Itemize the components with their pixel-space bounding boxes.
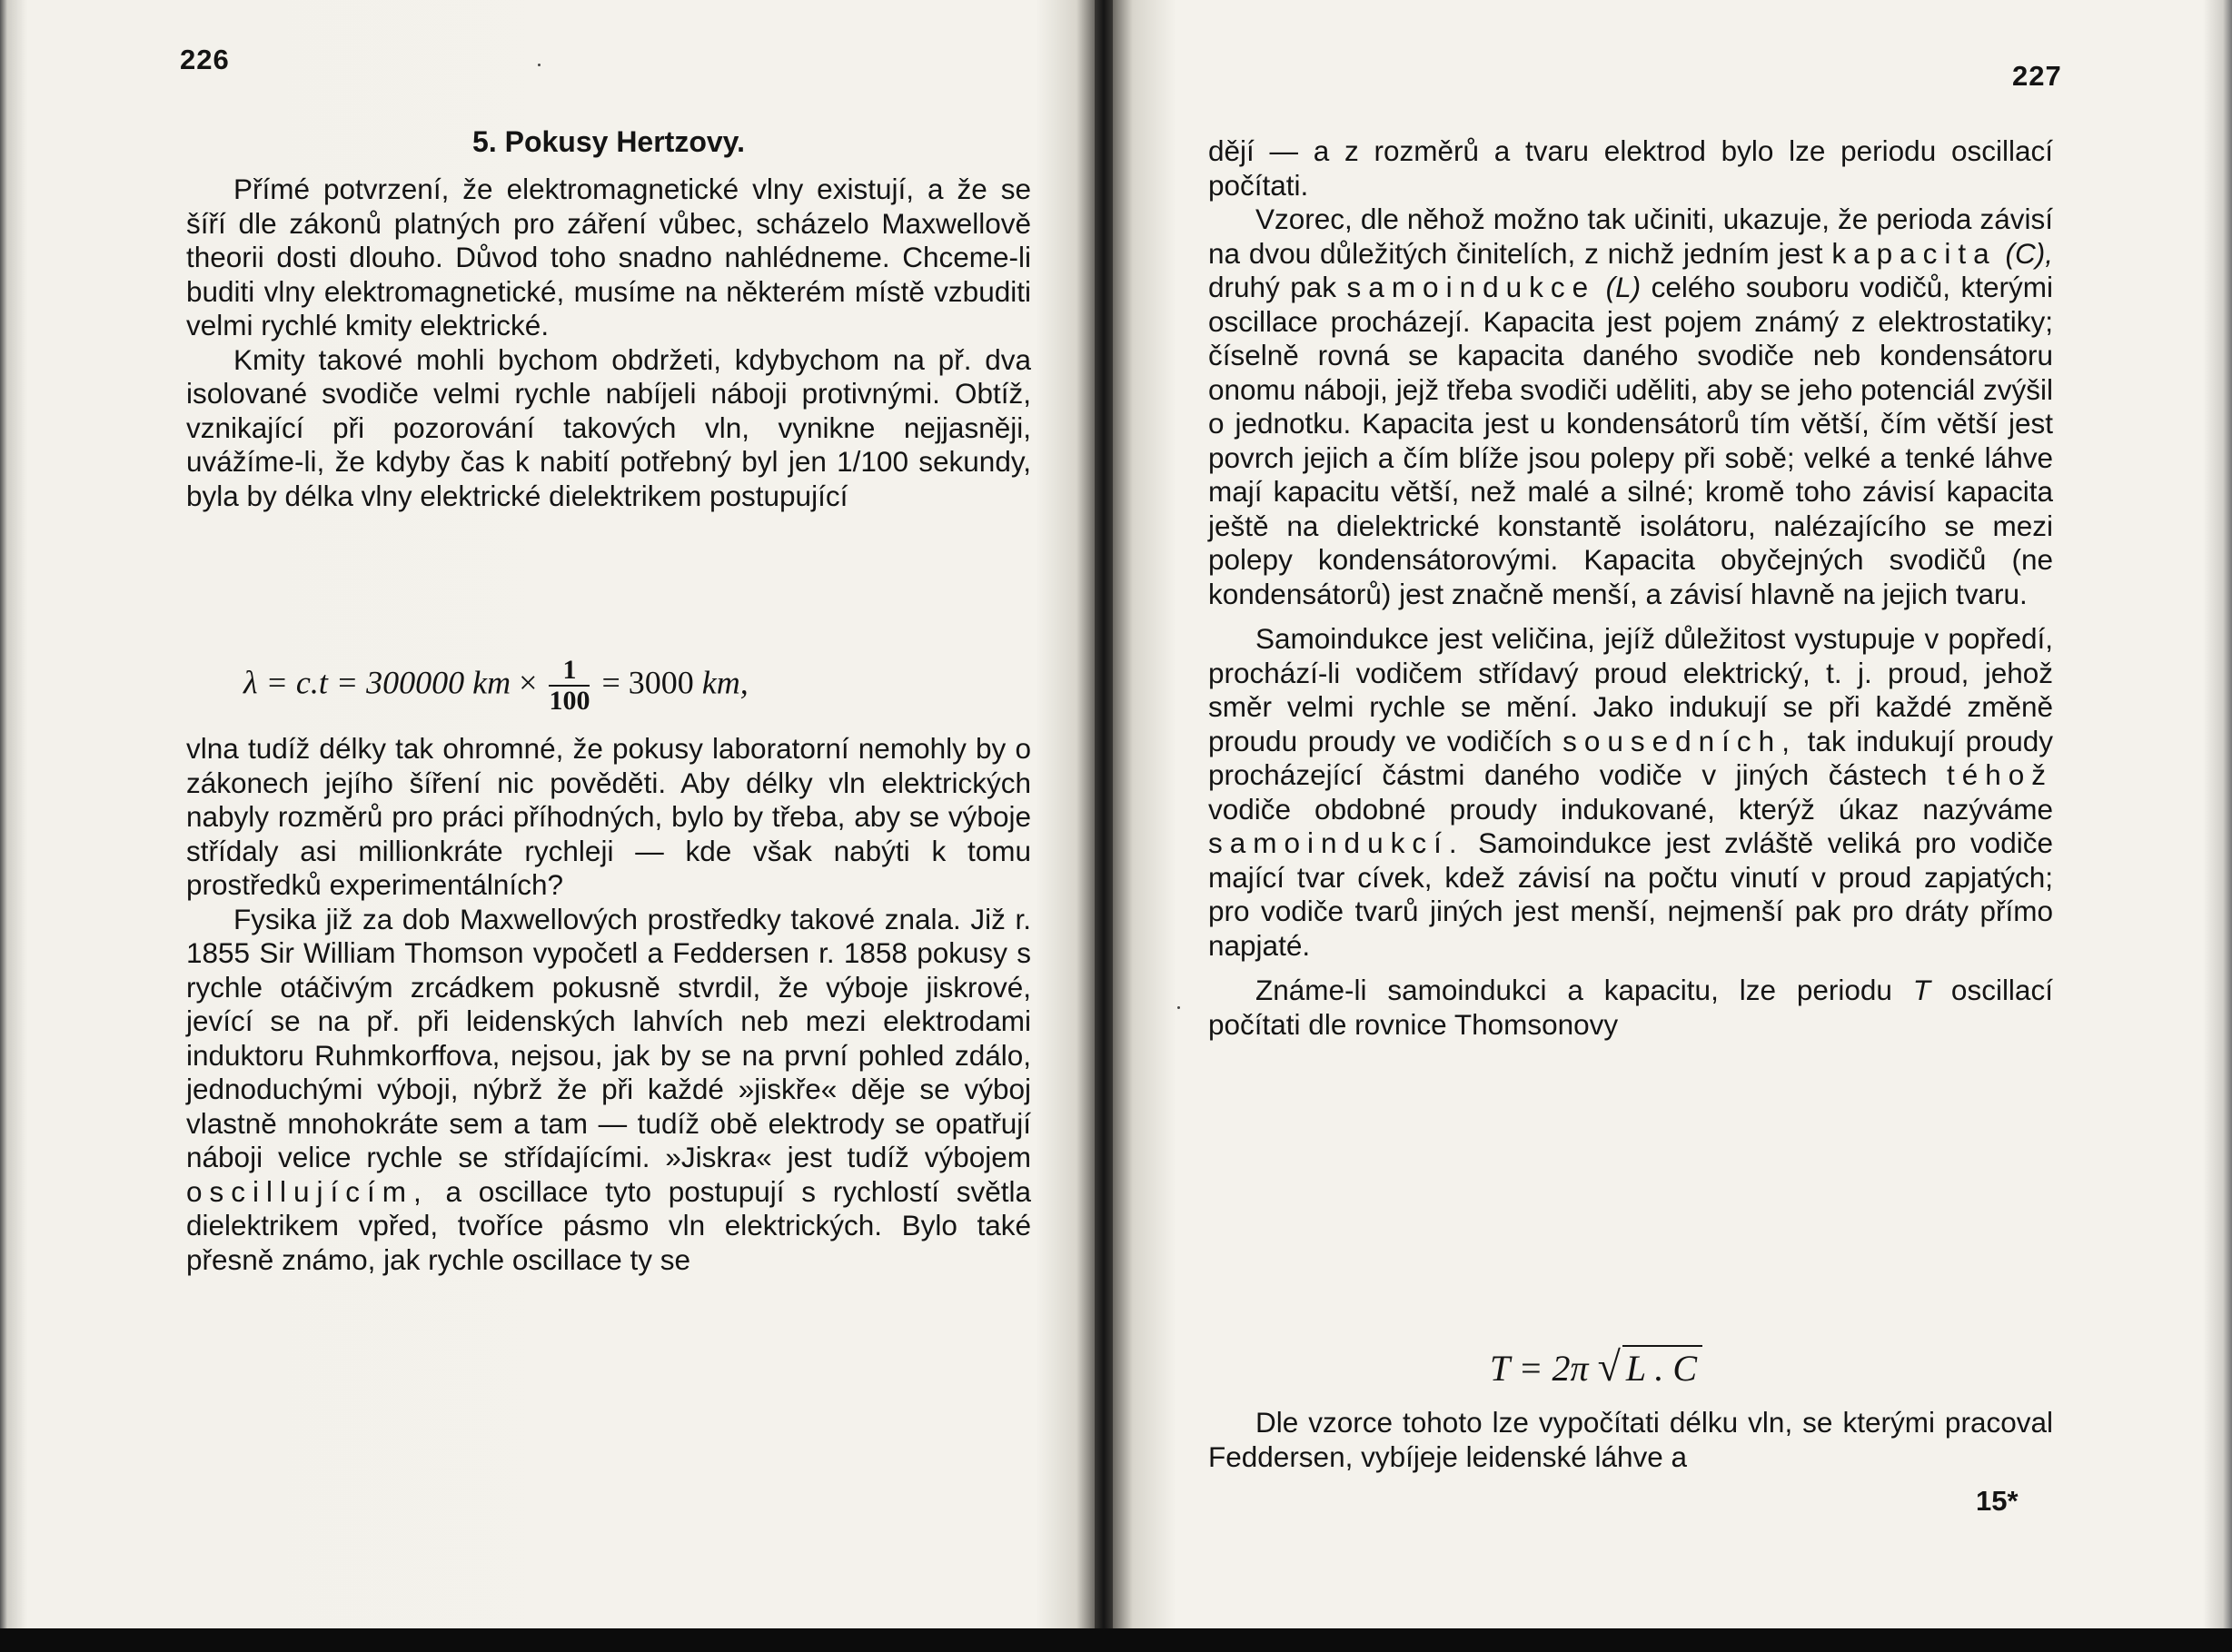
paragraph-samoindukce xyxy=(1208,622,2053,963)
scan-bottom-edge xyxy=(0,1628,2232,1652)
thomson-lhs: T = 2π xyxy=(1490,1348,1589,1389)
formula-times: × xyxy=(519,664,538,701)
zname-text-a: Známe-li samoindukci a kapacitu, lze periodu xyxy=(1255,974,1892,1006)
paragraph-kmity: Kmity takové mohli bychom obdržeti, kdybychom na př. dva isolované svodiče velmi rychle nabíjeli náboji protivnými. Obtíž, vznikající při pozorování takových vln, vynikne nejjasněji, uvážíme-li, že kdyby čas k nabití potřebný byl jen 1/100 sekundy, byla by délka vlny elektrické dielektrikem postupující xyxy=(186,342,1031,512)
left-page xyxy=(0,0,1095,1652)
spaced-samoindukce: samoindukce xyxy=(1346,271,1596,303)
paragraph-vzorec xyxy=(1208,203,2053,611)
signature-mark: 15* xyxy=(1976,1485,2019,1517)
samoindukce-text-b: tak indukují proudy procházející částmi daného vodiče v jiných částech xyxy=(1208,724,2053,791)
page-number-left: 226 xyxy=(180,44,230,75)
left-text-block-2 xyxy=(186,732,1031,1277)
fraction-numerator: 1 xyxy=(549,656,590,687)
spaced-samoindukci: samoindukcí. xyxy=(1208,826,1464,859)
zname-text-b: oscillací počítati dle rovnice Thomsonovy xyxy=(1208,974,2053,1041)
fysika-text-a: Fysika již za dob Maxwellových prostředky takové znala. Již r. 1855 Sir William Thomson vypočetl a Feddersen r. 1858 pokusy s rychle otáčivým zrcádkem pokusně stvrdil, že výboje jiskrové, jevící se na př. při leidenských lahvích neb mezi elektrodami induktoru Ruhmkorffova, nejsou, jak by se na první pohled zdálo, jednoduchými výboji, nýbrž že při každé »jiskře« děje se výboj vlastně mnohokráte sem a tam — tudíž obě elektrody se opatřují náboji velice rychle se střídajícími. »Jiskra« jest tudíž výbojem xyxy=(186,902,1031,1173)
section-heading: 5. Pokusy Hertzovy. xyxy=(472,125,745,158)
wavelength-formula xyxy=(243,656,749,716)
spaced-sousednich: sousedních, xyxy=(1562,724,1797,757)
formula-unit-km-2: km, xyxy=(701,664,749,701)
sqrt-radicand: L . C xyxy=(1622,1345,1702,1390)
symbol-t: T xyxy=(1912,974,1931,1006)
spaced-tehoz: téhož xyxy=(1946,758,2053,791)
vzorec-text-b: druhý pak xyxy=(1208,271,1337,303)
paragraph-dle-vzorce: Dle vzorce tohoto lze vypočítati délku vln, se kterými pracoval Feddersen, vybíjeje leidenské láhve a xyxy=(1208,1406,2053,1473)
right-text-block-1 xyxy=(1208,134,2053,1042)
symbol-c: (C), xyxy=(2005,236,2053,270)
formula-rhs: = 3000 xyxy=(601,664,694,701)
paragraph-zname-li xyxy=(1208,974,2053,1042)
thomson-formula xyxy=(1490,1342,1702,1390)
paragraph-fysika xyxy=(186,903,1031,1278)
fysika-text-b: a oscillace tyto postupují s rychlostí světla dielektrikem vpřed, tvoříce pásmo vln elektrických. Bylo také přesně známo, jak rychle oscillace ty se xyxy=(186,1174,1031,1276)
paragraph-deji: dějí — a z rozměrů a tvaru elektrod bylo lze periodu oscillací počítati. xyxy=(1208,134,2053,202)
right-text-block-2 xyxy=(1208,1406,2053,1474)
formula-fraction xyxy=(549,656,590,716)
fraction-denominator: 100 xyxy=(549,686,590,716)
dust-speck xyxy=(538,64,541,66)
samoindukce-text-a: Samoindukce jest veličina, jejíž důležitost vystupuje v popředí, prochází-li vodičem střídavý proud elektrický, t. j. proud, jehož směr velmi rychle se mění. Jako indukují se při každé změně proudu proudy ve vodičích xyxy=(1208,622,2053,757)
page-number-right: 227 xyxy=(2012,60,2062,92)
samoindukce-text-c: vodiče obdobné proudy indukované, kterýž úkaz nazýváme xyxy=(1208,792,2053,826)
formula-unit-km: km xyxy=(472,664,511,701)
sqrt-sign: √ xyxy=(1597,1343,1621,1390)
symbol-l: (L) xyxy=(1605,271,1642,303)
vzorec-text-c: celého souboru vodičů, kterými oscillace procházejí. Kapacita jest pojem známý z elektrostatiky; číselně rovná se kapacita daného svodiče neb kondensátoru onomu náboji, jejž třeba svodiči uděliti, aby se jeho potenciál zvýšil o jednotku. Kapacita jest u kondensátorů tím větší, čím větší jest povrch jejich a čím blíže jsou polepy při sobě; velké a tenké láhve mají kapacitu větší, než malé a silné; kromě toho závisí kapacita ještě na dielektrické konstantě isolátoru, nalézajícího se mezi polepy kondensátorovými. Kapacita obyčejných svodičů (ne kondensátorů) jest značně menší, a závisí hlavně na jejich tvaru. xyxy=(1208,271,2053,610)
paragraph-after-formula: vlna tudíž délky tak ohromné, že pokusy laboratorní nemohly by o zákonech jejího šíření nic pověděti. Aby délky vln elektrických nabyly rozměrů pro práci příhodných, bylo by třeba, aby se výboje střídaly asi millionkráte rychleji — kde však nabýti k tomu prostředků experimentálních? xyxy=(186,732,1031,901)
dust-speck xyxy=(1177,1006,1180,1009)
vzorec-text-a: Vzorec, dle něhož možno tak učiniti, ukazuje, že perioda závisí na dvou důležitých činitelích, z nichž jedním jest xyxy=(1208,203,2053,270)
paragraph-intro: Přímé potvrzení, že elektromagnetické vlny existují, a že se šíří dle zákonů platných pro záření vůbec, scházelo Maxwellově theorii dosti dlouho. Důvod toho snadno nahlédneme. Chceme-li buditi vlny elektromagnetické, musíme na některém místě vzbuditi velmi rychlé kmity elektrické. xyxy=(186,173,1031,341)
left-text-block-1 xyxy=(186,173,1031,513)
formula-lhs: λ = c.t = 300000 xyxy=(243,664,465,701)
book-gutter xyxy=(1095,0,1113,1652)
spaced-oscillujicim: oscillujícím, xyxy=(186,1174,429,1208)
spaced-kapacita: kapacita xyxy=(1831,236,1997,270)
samoindukce-text-d: Samoindukce jest zvláště veliká pro vodiče mající tvar cívek, kdež závisí na počtu vinutí v proud zapjatých; pro vodiče tvarů jiných jest menší, nejmenší pak pro dráty přímo napjaté. xyxy=(1208,826,2053,962)
